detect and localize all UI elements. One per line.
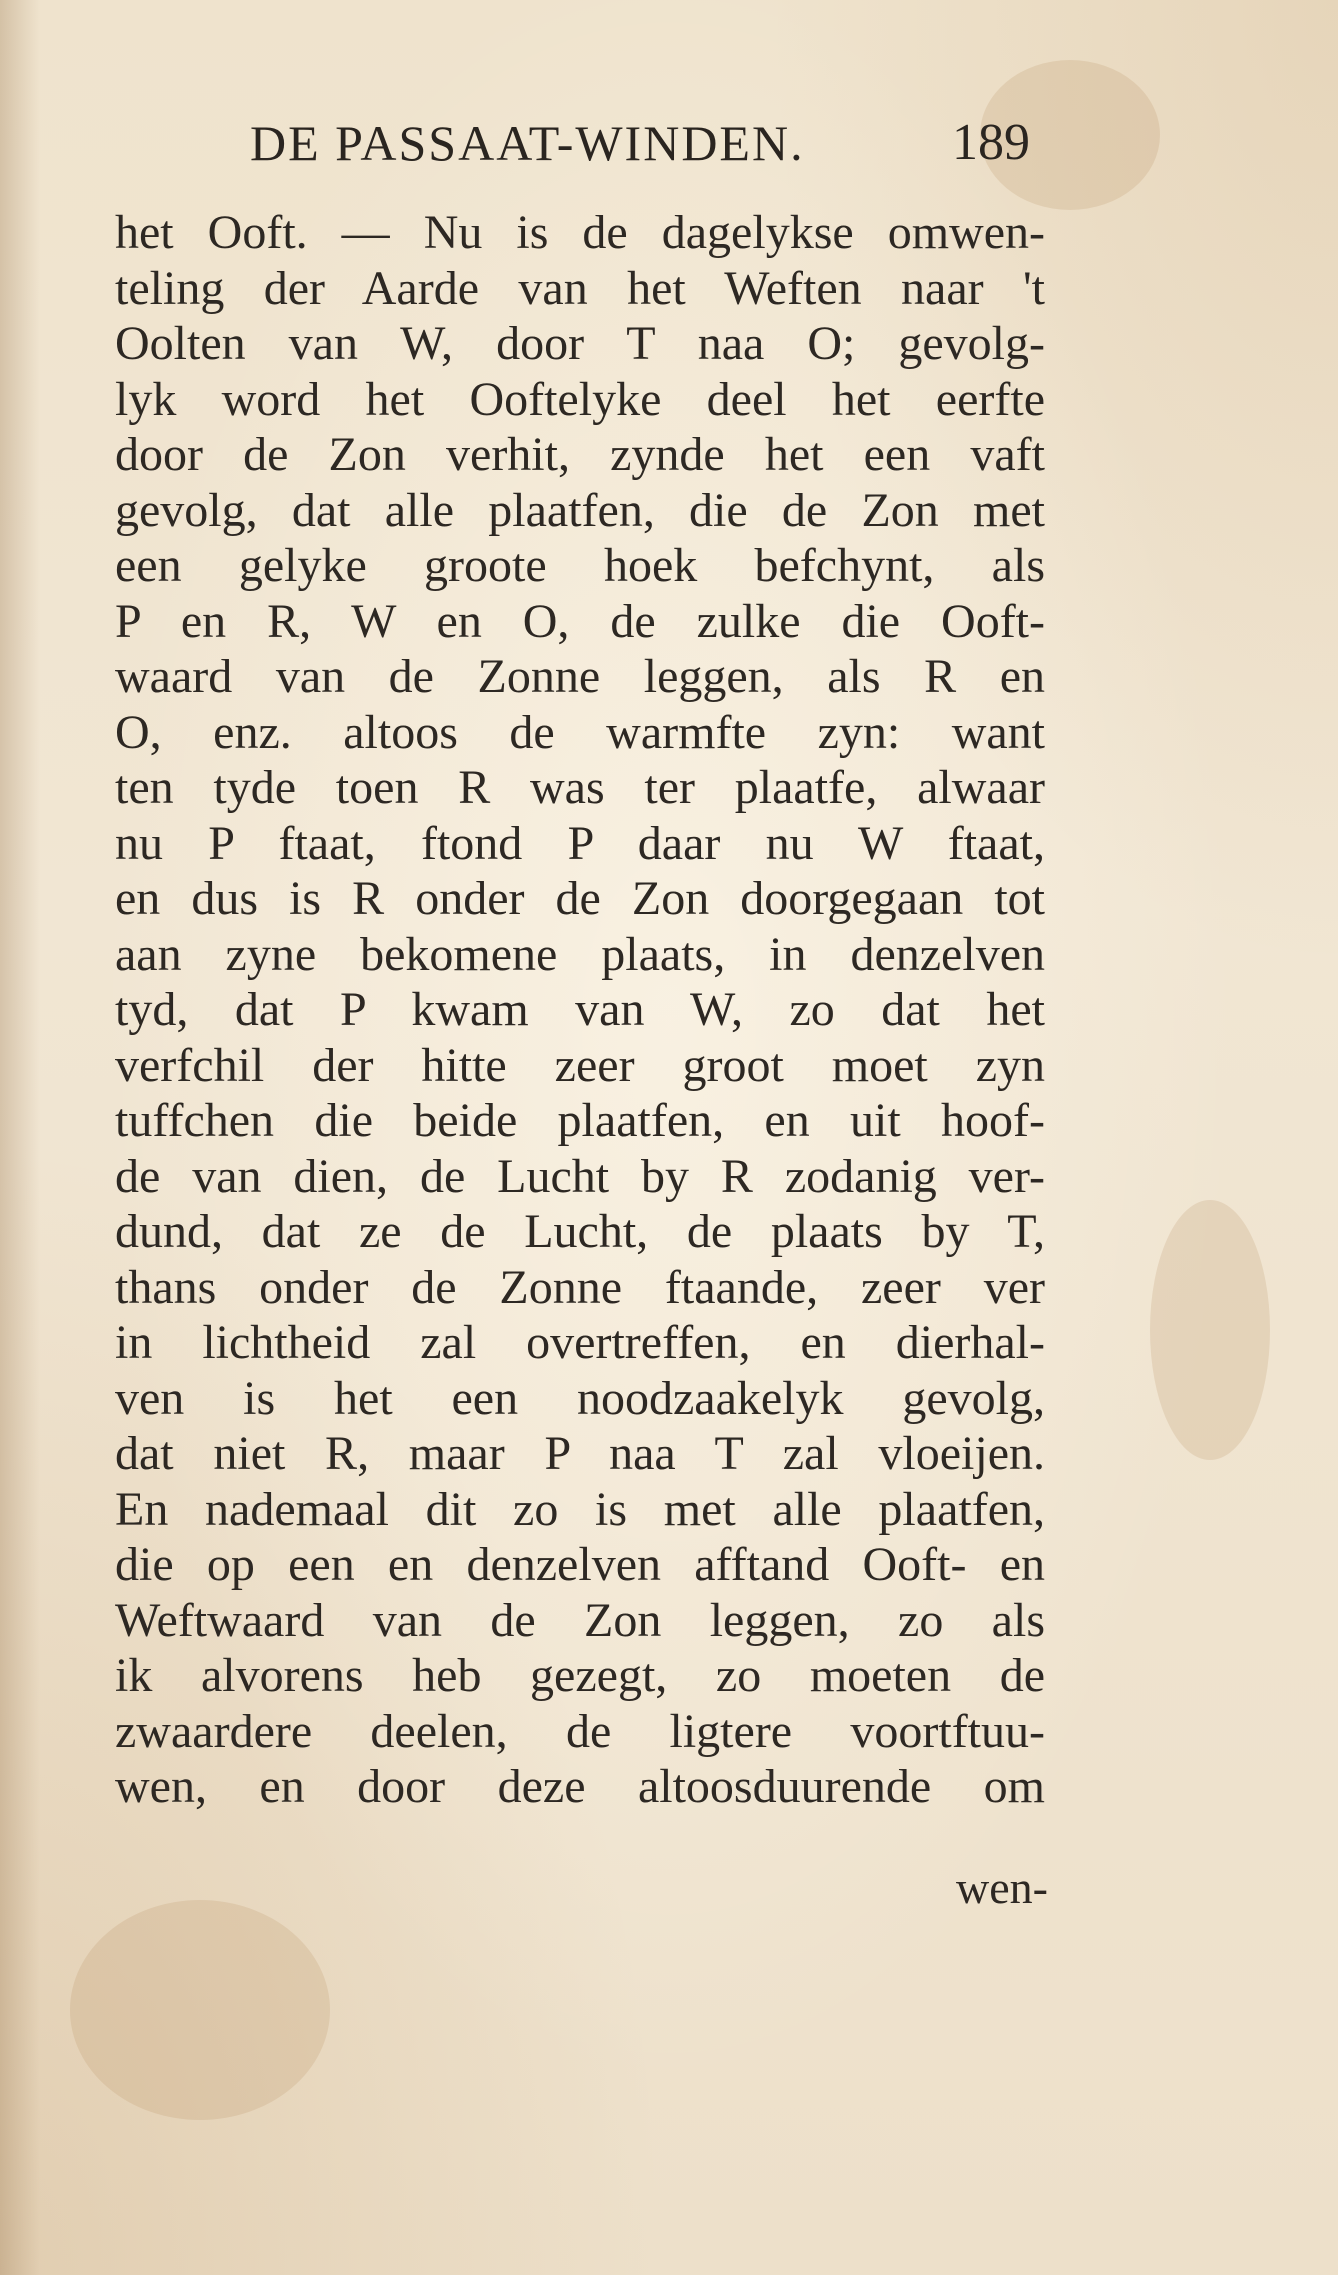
text-line: lyk word het Ooftelyke deel het eerfte <box>115 372 1045 426</box>
text-line: door de Zon verhit, zynde het een vaft <box>115 428 1045 481</box>
text-line: Weftwaard van de Zon leggen, zo als <box>115 1593 1045 1647</box>
text-line: teling der Aarde van het Weften naar 't <box>115 261 1045 315</box>
gutter-shadow <box>0 0 40 2275</box>
text-line: ven is het een noodzaakelyk gevolg, <box>115 1371 1045 1425</box>
text-line: het Ooft. — Nu is de dagelykse omwen- <box>115 206 1045 259</box>
text-line: tyd, dat P kwam van W, zo dat het <box>115 983 1045 1036</box>
text-line: nu P ftaat, ftond P daar nu W ftaat, <box>115 816 1045 870</box>
text-line: die op een en denzelven afftand Ooft- en <box>115 1538 1045 1591</box>
text-line: in lichtheid zal overtreffen, en dierhal- <box>115 1316 1045 1369</box>
foxing-stain <box>1150 1200 1270 1460</box>
text-line: de van dien, de Lucht by R zodanig ver- <box>115 1149 1045 1203</box>
text-line: ik alvorens heb gezegt, zo moeten de <box>115 1649 1045 1702</box>
text-line: wen, en door deze altoosduurende om <box>115 1760 1045 1813</box>
text-line: en dus is R onder de Zon doorgegaan tot <box>115 872 1045 925</box>
text-line: En nademaal dit zo is met alle plaatfen, <box>115 1482 1045 1536</box>
text-line: dat niet R, maar P naa T zal vloeijen. <box>115 1427 1045 1480</box>
body-text <box>115 205 1045 1815</box>
text-line: waard van de Zonne leggen, als R en <box>115 650 1045 703</box>
text-line: zwaardere deelen, de ligtere voortftuu- <box>115 1704 1045 1758</box>
text-line: ten tyde toen R was ter plaatfe, alwaar <box>115 761 1045 814</box>
text-line: dund, dat ze de Lucht, de plaats by T, <box>115 1205 1045 1258</box>
text-line: een gelyke groote hoek befchynt, als <box>115 539 1045 592</box>
foxing-stain <box>70 1900 330 2120</box>
text-line: O, enz. altoos de warmfte zyn: want <box>115 705 1045 759</box>
running-head: DE PASSAAT-WINDEN. <box>250 115 805 171</box>
text-line: Oolten van W, door T naa O; gevolg- <box>115 317 1045 370</box>
text-line: thans onder de Zonne ftaande, zeer ver <box>115 1260 1045 1314</box>
text-line: P en R, W en O, de zulke die Ooft- <box>115 594 1045 648</box>
text-line: tuffchen die beide plaatfen, en uit hoof- <box>115 1094 1045 1147</box>
page-number: 189 <box>952 114 1030 171</box>
text-line: gevolg, dat alle plaatfen, die de Zon met <box>115 483 1045 537</box>
text-line: verfchil der hitte zeer groot moet zyn <box>115 1038 1045 1092</box>
text-line: aan zyne bekomene plaats, in denzelven <box>115 927 1045 981</box>
page-header <box>250 108 1030 178</box>
catchword: wen- <box>956 1862 1048 1913</box>
